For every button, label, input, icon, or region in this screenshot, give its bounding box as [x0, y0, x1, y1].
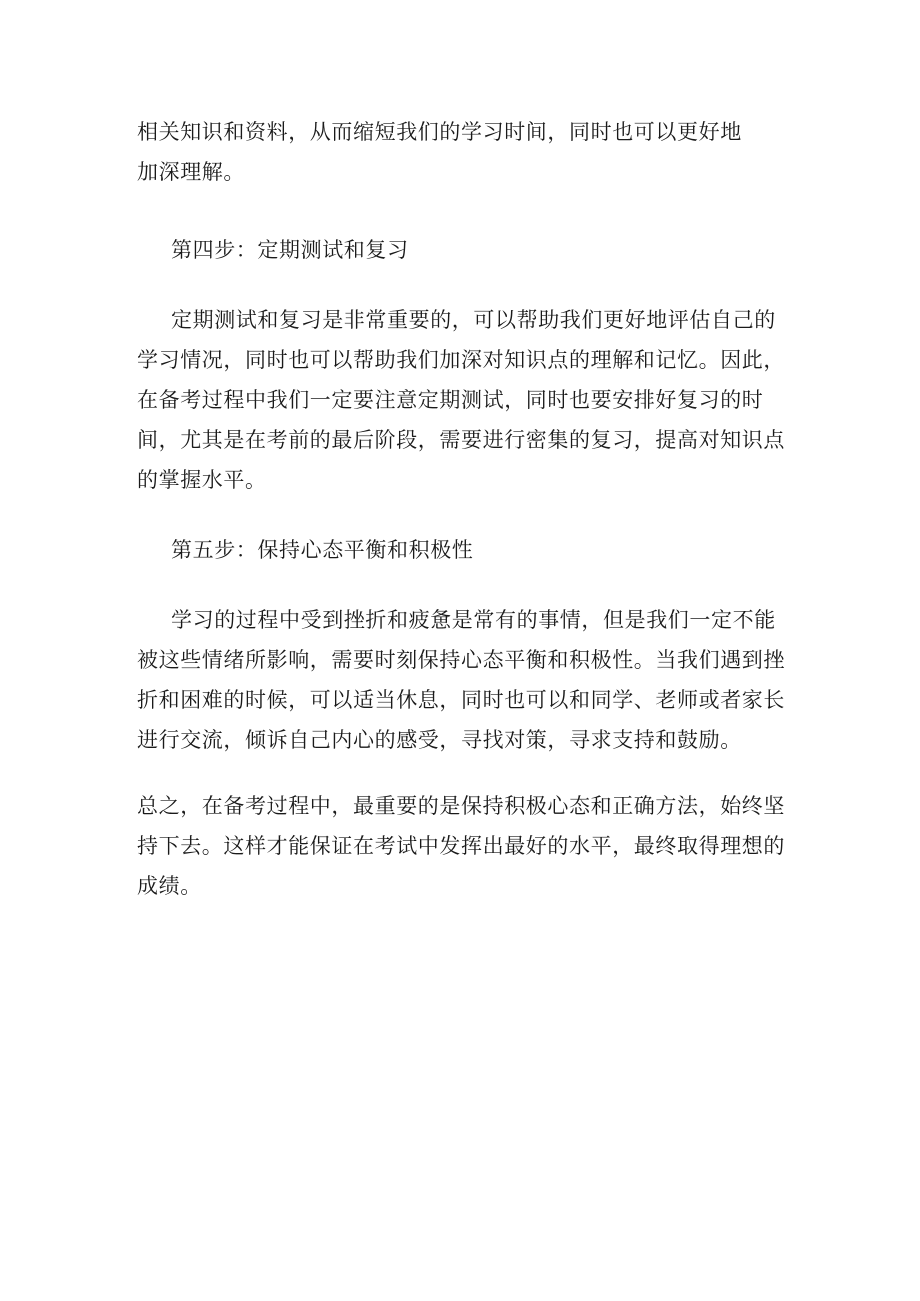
- paragraph-step-four: 定期测试和复习是非常重要的，可以帮助我们更好地评估自己的学习情况，同时也可以帮助我们加深对知识点的理解和记忆。因此，在备考过程中我们一定要注意定期测试，同时也要安排好复习的时间，尤其是在考前的最后阶段，需要进行密集的复习，提高对知识点的掌握水平。: [137, 308, 785, 492]
- paragraph-step-five: 学习的过程中受到挫折和疲惫是常有的事情，但是我们一定不能被这些情绪所影响，需要时刻保持心态平衡和积极性。当我们遇到挫折和困难的时候，可以适当休息，同时也可以和同学、老师或者家长进行交流，倾诉自己内心的感受，寻找对策，寻求支持和鼓励。: [137, 608, 785, 752]
- document-page: [137, 112, 797, 906]
- paragraph-continued: 相关知识和资料，从而缩短我们的学习时间，同时也可以更好地加深理解。: [137, 120, 742, 184]
- paragraph-conclusion: 总之，在备考过程中，最重要的是保持积极心态和正确方法，始终坚持下去。这样才能保证在考试中发挥出最好的水平，最终取得理想的成绩。: [137, 794, 785, 898]
- heading-step-five: 第五步：保持心态平衡和积极性: [171, 538, 474, 562]
- heading-step-four: 第四步：定期测试和复习: [171, 238, 409, 262]
